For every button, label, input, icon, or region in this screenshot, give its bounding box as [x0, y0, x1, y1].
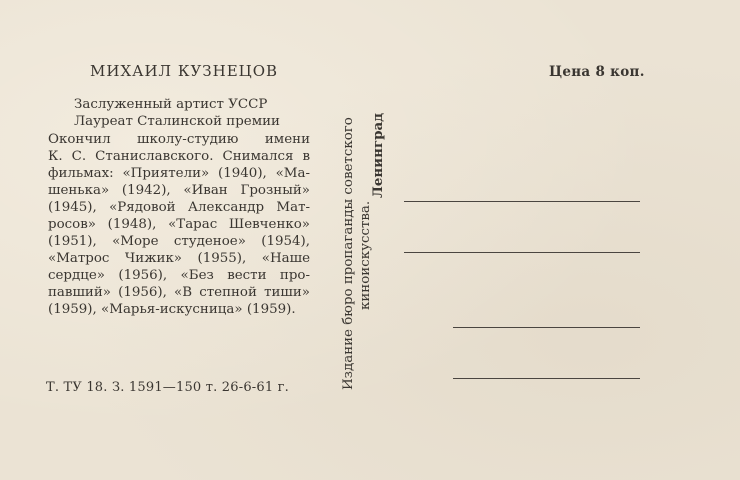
publisher-line: Издание бюро пропаганды советского: [341, 117, 356, 390]
address-line: [453, 327, 640, 328]
publisher-block: [340, 80, 386, 390]
bio-line: К. С. Станиславского. Снимался в: [48, 149, 310, 164]
actor-name: МИХАИЛ КУЗНЕЦОВ: [90, 62, 279, 80]
actor-titles: [74, 96, 280, 130]
bio-line: павший» (1956), «В степной тиши»: [48, 285, 310, 300]
title-honored-artist: Заслуженный артист УССР: [74, 97, 268, 112]
price-label: Цена 8 коп.: [549, 64, 645, 80]
bio-line: фильмах: «Приятели» (1940), «Ма-: [48, 166, 310, 181]
address-line: [404, 252, 640, 253]
print-code: Т. ТУ 18. З. 1591—150 т. 26-6-61 г.: [46, 380, 290, 395]
bio-line: шенька» (1942), «Иван Грозный»: [48, 183, 310, 198]
bio-line: «Матрос Чижик» (1955), «Наше: [48, 251, 310, 266]
bio-line: Окончил школу-студию имени: [48, 132, 310, 147]
bio-line: (1945), «Рядовой Александр Мат-: [48, 200, 310, 215]
bio-line: росов» (1948), «Тарас Шевченко»: [48, 217, 310, 232]
bio-line: (1959), «Марья-искусница» (1959).: [48, 302, 296, 317]
publisher-line: киноискусства.: [358, 200, 373, 310]
bio-line: (1951), «Море студеное» (1954),: [48, 234, 310, 249]
title-stalin-prize: Лауреат Сталинской премии: [74, 114, 280, 129]
address-line: [453, 378, 640, 379]
biography: [48, 131, 310, 318]
bio-line: сердце» (1956), «Без вести про-: [48, 268, 310, 283]
publisher-city: Ленинград: [370, 112, 386, 198]
address-line: [404, 201, 640, 202]
